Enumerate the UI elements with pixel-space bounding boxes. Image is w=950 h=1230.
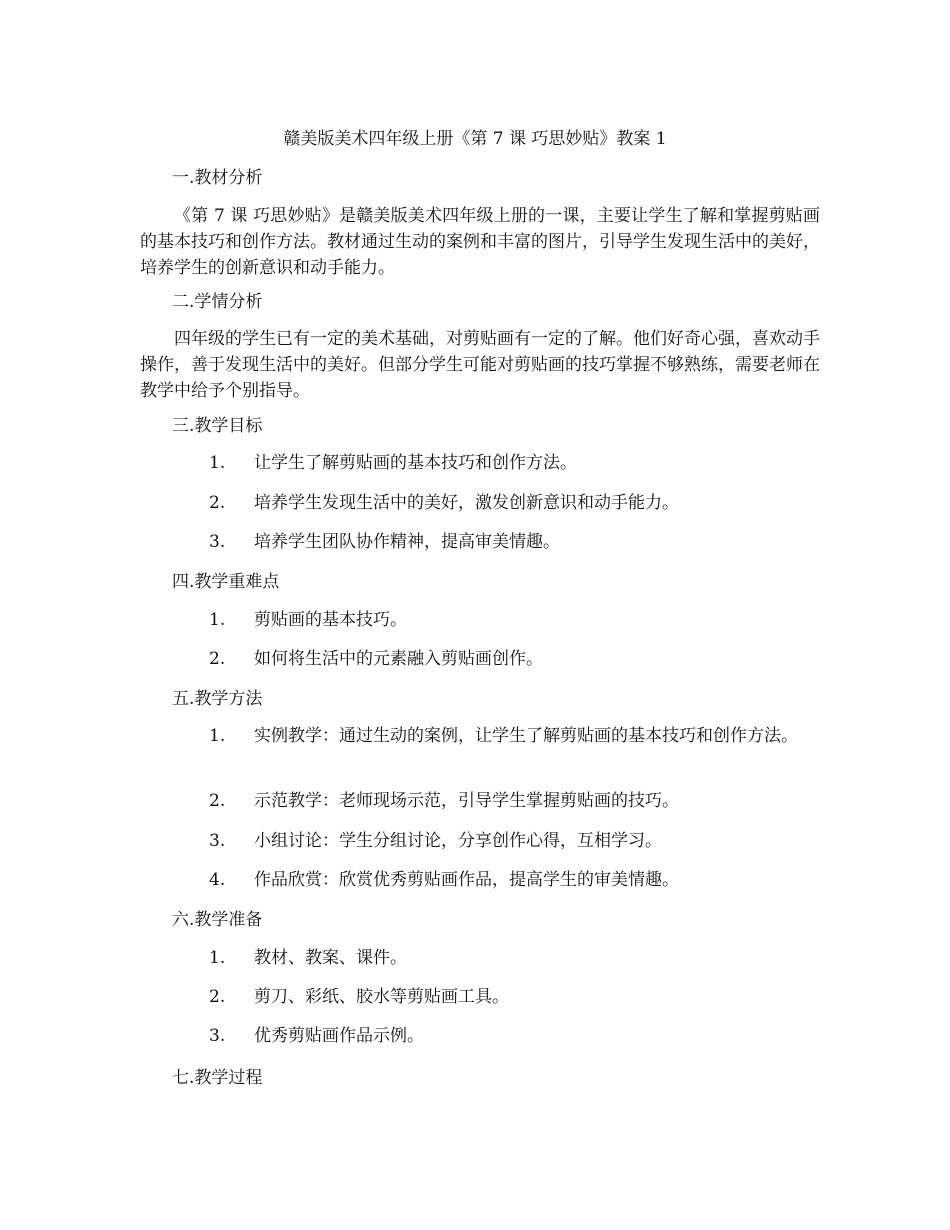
section-heading-textbook-analysis: 一.教材分析 bbox=[172, 168, 263, 188]
list-item-text: 培养学生团队协作精神，提高审美情趣。 bbox=[254, 532, 560, 552]
list-item bbox=[178, 984, 818, 1010]
list-item-text: 小组讨论：学生分组讨论，分享创作心得，互相学习。 bbox=[254, 831, 662, 851]
list-item-number: 3. bbox=[209, 1026, 226, 1046]
list-item bbox=[178, 490, 818, 516]
section-heading-teaching-methods: 五.教学方法 bbox=[172, 689, 263, 709]
list-item-text: 培养学生发现生活中的美好，激发创新意识和动手能力。 bbox=[254, 493, 679, 513]
section-heading-student-analysis: 二.学情分析 bbox=[172, 292, 263, 312]
list-item-number: 4. bbox=[209, 870, 226, 890]
list-item bbox=[178, 828, 818, 854]
list-item-number: 2. bbox=[209, 649, 226, 669]
paragraph-textbook-analysis: 《第 7 课 巧思妙贴》是赣美版美术四年级上册的一课，主要让学生了解和掌握剪贴画的基本技巧和创作方法。教材通过生动的案例和丰富的图片，引导学生发现生活中的美好，培养学生的创新意识和动手能力。 bbox=[140, 206, 820, 278]
list-item-number: 2. bbox=[209, 791, 226, 811]
list-item bbox=[178, 1023, 818, 1049]
list-item bbox=[178, 788, 818, 814]
list-item bbox=[178, 646, 818, 672]
list-item-number: 1. bbox=[209, 726, 226, 746]
list-item-number: 2. bbox=[209, 987, 226, 1007]
list-item bbox=[178, 450, 818, 476]
section-heading-key-points: 四.教学重难点 bbox=[172, 572, 280, 592]
list-item-text: 如何将生活中的元素融入剪贴画创作。 bbox=[254, 649, 543, 669]
list-item bbox=[178, 945, 818, 971]
section-heading-teaching-process: 七.教学过程 bbox=[172, 1068, 263, 1088]
list-item-text: 优秀剪贴画作品示例。 bbox=[254, 1026, 424, 1046]
list-item-text: 作品欣赏：欣赏优秀剪贴画作品，提高学生的审美情趣。 bbox=[254, 870, 679, 890]
list-item bbox=[178, 607, 818, 633]
list-item-number: 1. bbox=[209, 948, 226, 968]
list-item-text: 实例教学：通过生动的案例，让学生了解剪贴画的基本技巧和创作方法。 bbox=[254, 726, 798, 746]
list-item bbox=[178, 529, 818, 555]
list-item-text: 剪贴画的基本技巧。 bbox=[254, 610, 407, 630]
list-item-number: 3. bbox=[209, 831, 226, 851]
list-item-number: 1. bbox=[209, 610, 226, 630]
list-item-number: 2. bbox=[209, 493, 226, 513]
list-item-number: 3. bbox=[209, 532, 226, 552]
list-item-text: 剪刀、彩纸、胶水等剪贴画工具。 bbox=[254, 987, 509, 1007]
list-item-number: 1. bbox=[209, 453, 226, 473]
section-heading-teaching-preparation: 六.教学准备 bbox=[172, 910, 263, 930]
list-item bbox=[178, 867, 818, 893]
section-heading-teaching-goals: 三.教学目标 bbox=[172, 416, 263, 436]
list-item-text: 让学生了解剪贴画的基本技巧和创作方法。 bbox=[254, 453, 577, 473]
list-item-text: 教材、教案、课件。 bbox=[254, 948, 407, 968]
paragraph-student-analysis: 四年级的学生已有一定的美术基础，对剪贴画有一定的了解。他们好奇心强，喜欢动手操作，善于发现生活中的美好。但部分学生可能对剪贴画的技巧掌握不够熟练，需要老师在教学中给予个别指导。 bbox=[140, 329, 820, 401]
list-item bbox=[178, 723, 818, 749]
list-item-text: 示范教学：老师现场示范，引导学生掌握剪贴画的技巧。 bbox=[254, 791, 679, 811]
document-title: 赣美版美术四年级上册《第 7 课 巧思妙贴》教案 1 bbox=[283, 129, 667, 149]
